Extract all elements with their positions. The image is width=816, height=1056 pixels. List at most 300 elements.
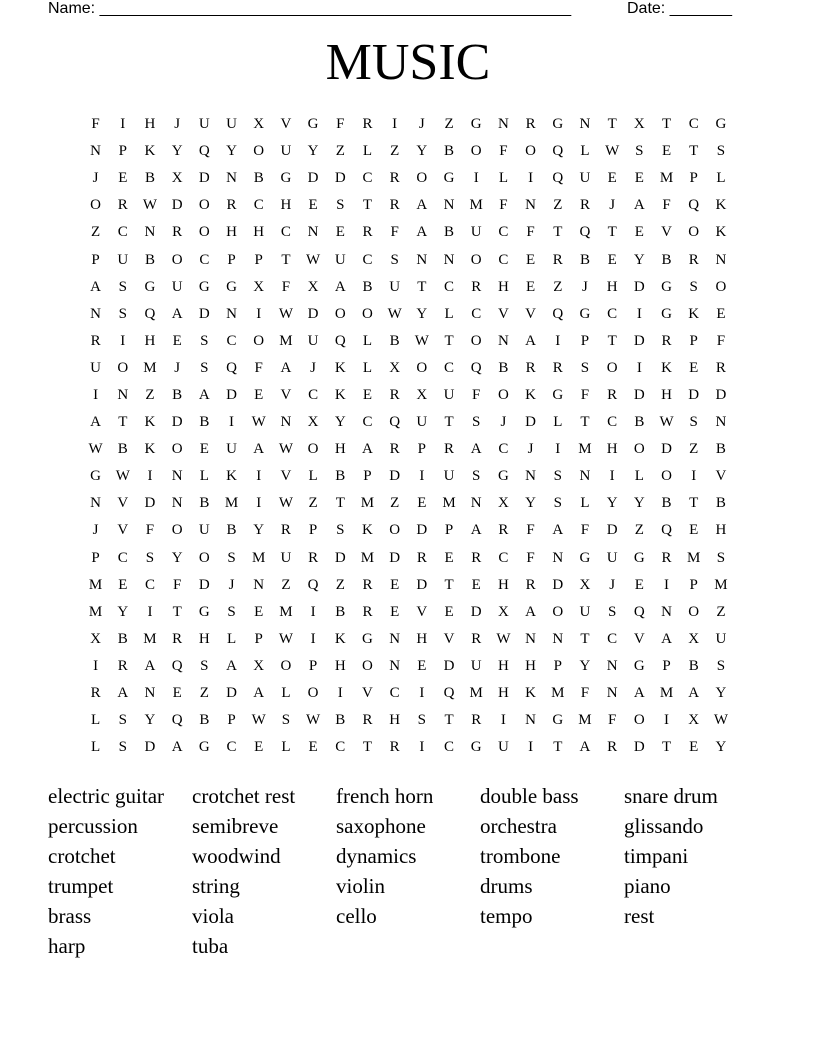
- grid-letter: D: [470, 603, 482, 620]
- grid-letter: O: [307, 685, 319, 702]
- grid-letter: X: [389, 359, 401, 376]
- grid-letter: A: [253, 685, 265, 702]
- grid-letter: I: [337, 685, 343, 702]
- grid-letter: U: [470, 657, 482, 674]
- grid-letter: R: [362, 576, 373, 593]
- grid-letter: K: [226, 468, 237, 485]
- grid-letter: G: [307, 116, 319, 133]
- grid-letter: D: [552, 576, 564, 593]
- grid-letter: Q: [171, 657, 183, 674]
- grid-letter: A: [525, 603, 537, 620]
- grid-letter: M: [224, 495, 239, 512]
- grid-letter: A: [226, 657, 237, 674]
- grid-letter: V: [117, 522, 129, 539]
- grid-letter: C: [280, 224, 291, 241]
- grid-letter: Y: [525, 495, 537, 512]
- grid-letter: K: [525, 685, 537, 702]
- grid-letter: M: [279, 603, 293, 620]
- grid-letter: D: [633, 739, 645, 756]
- grid-letter: S: [689, 414, 698, 431]
- grid-letter: W: [306, 251, 321, 268]
- grid-letter: U: [307, 332, 319, 349]
- grid-letter: Y: [171, 549, 183, 566]
- grid-letter: Y: [144, 712, 156, 729]
- grid-letter: O: [334, 305, 346, 322]
- grid-letter: O: [633, 441, 645, 458]
- grid-letter: Q: [144, 305, 156, 322]
- grid-letter: O: [90, 197, 102, 214]
- grid-letter: G: [633, 549, 645, 566]
- grid-letter: K: [688, 305, 700, 322]
- grid-letter: N: [307, 224, 319, 241]
- grid-letter: C: [117, 549, 128, 566]
- grid-letter: G: [497, 468, 509, 485]
- grid-letter: L: [362, 143, 373, 160]
- word-search-grid: [82, 111, 742, 761]
- grid-letter: Z: [335, 143, 345, 160]
- grid-letter: K: [525, 386, 537, 403]
- grid-letter: D: [661, 441, 672, 458]
- grid-letter: D: [389, 549, 401, 566]
- grid-letter: E: [444, 549, 454, 566]
- grid-letter: E: [634, 576, 644, 593]
- grid-letter: H: [144, 332, 156, 349]
- grid-letter: I: [419, 739, 425, 756]
- word-bank-item: rest: [624, 904, 655, 928]
- word-bank-item: drums: [480, 874, 533, 898]
- grid-letter: A: [171, 305, 183, 322]
- grid-letter: O: [198, 197, 210, 214]
- grid-letter: L: [716, 170, 726, 187]
- word-bank-item: brass: [48, 904, 92, 928]
- grid-letter: I: [473, 170, 479, 187]
- grid-letter: K: [715, 197, 727, 214]
- grid-letter: M: [578, 712, 592, 729]
- grid-letter: M: [714, 576, 728, 593]
- grid-letter: M: [88, 603, 103, 620]
- grid-letter: L: [91, 712, 101, 729]
- grid-row: [82, 328, 742, 355]
- word-bank-item: semibreve: [192, 814, 279, 838]
- grid-letter: V: [416, 603, 428, 620]
- word-bank-item: trombone: [480, 844, 561, 868]
- grid-letter: N: [171, 495, 183, 512]
- grid-letter: R: [117, 197, 128, 214]
- grid-letter: G: [715, 116, 727, 133]
- grid-letter: C: [444, 739, 455, 756]
- grid-letter: S: [118, 305, 127, 322]
- grid-letter: O: [715, 278, 727, 295]
- grid-letter: Z: [199, 685, 209, 702]
- grid-letter: R: [525, 576, 536, 593]
- grid-letter: O: [362, 305, 373, 322]
- grid-letter: O: [198, 549, 210, 566]
- grid-letter: R: [607, 739, 618, 756]
- grid-letter: R: [389, 441, 400, 458]
- grid-letter: H: [525, 657, 537, 674]
- grid-letter: I: [419, 685, 425, 702]
- word-bank-item: crotchet rest: [192, 784, 296, 808]
- grid-letter: A: [633, 685, 645, 702]
- grid-letter: C: [498, 441, 509, 458]
- grid-letter: Q: [552, 170, 564, 187]
- grid-letter: W: [278, 495, 293, 512]
- grid-letter: Q: [171, 712, 183, 729]
- grid-letter: D: [633, 278, 645, 295]
- grid-letter: A: [416, 224, 428, 241]
- word-bank-item: timpani: [624, 844, 689, 868]
- grid-letter: X: [307, 278, 319, 295]
- grid-letter: U: [416, 414, 428, 431]
- grid-letter: A: [280, 359, 292, 376]
- grid-letter: T: [444, 712, 454, 729]
- grid-letter: W: [142, 197, 158, 214]
- grid-letter: N: [226, 170, 237, 187]
- word-bank-item: double bass: [480, 784, 579, 808]
- grid-letter: V: [715, 468, 727, 485]
- grid-letter: H: [497, 657, 509, 674]
- grid-letter: G: [90, 468, 102, 485]
- grid-letter: U: [579, 170, 591, 187]
- grid-letter: T: [689, 495, 699, 512]
- grid-letter: N: [171, 468, 183, 485]
- grid-letter: N: [715, 251, 727, 268]
- grid-letter: D: [198, 305, 210, 322]
- grid-letter: T: [607, 332, 617, 349]
- grid-letter: Y: [715, 739, 727, 756]
- grid-letter: R: [226, 197, 237, 214]
- grid-letter: N: [443, 251, 455, 268]
- grid-letter: Y: [253, 522, 265, 539]
- grid-letter: M: [442, 495, 456, 512]
- grid-letter: U: [470, 224, 482, 241]
- grid-letter: B: [226, 522, 237, 539]
- grid-letter: O: [253, 143, 265, 160]
- grid-letter: W: [278, 305, 293, 322]
- grid-letter: X: [497, 495, 509, 512]
- grid-letter: I: [229, 414, 235, 431]
- grid-letter: O: [117, 359, 129, 376]
- grid-letter: U: [226, 116, 237, 133]
- grid-row: [82, 111, 742, 138]
- grid-letter: X: [253, 116, 265, 133]
- grid-letter: P: [227, 712, 236, 729]
- grid-letter: S: [390, 251, 399, 268]
- grid-letter: E: [689, 739, 699, 756]
- grid-letter: B: [661, 251, 672, 268]
- grid-letter: N: [497, 332, 509, 349]
- grid-letter: A: [334, 278, 346, 295]
- grid-row: [82, 490, 742, 517]
- grid-letter: J: [609, 197, 616, 214]
- grid-letter: P: [363, 468, 372, 485]
- grid-letter: F: [91, 116, 100, 133]
- grid-letter: D: [171, 414, 183, 431]
- grid-letter: I: [636, 359, 642, 376]
- grid-letter: T: [118, 414, 128, 431]
- grid-letter: S: [417, 712, 427, 729]
- grid-letter: W: [115, 468, 130, 485]
- grid-letter: D: [525, 414, 537, 431]
- grid-letter: Q: [552, 143, 564, 160]
- grid-letter: I: [147, 603, 153, 620]
- grid-letter: A: [90, 278, 102, 295]
- grid-letter: B: [715, 495, 726, 512]
- grid-letter: D: [198, 576, 210, 593]
- grid-letter: C: [607, 414, 618, 431]
- grid-letter: P: [689, 576, 698, 593]
- grid-letter: F: [390, 224, 399, 241]
- word-bank-item: woodwind: [192, 844, 281, 868]
- grid-letter: E: [689, 522, 699, 539]
- grid-letter: O: [362, 657, 373, 674]
- grid-letter: N: [661, 603, 672, 620]
- grid-letter: N: [389, 657, 401, 674]
- grid-letter: U: [606, 549, 618, 566]
- grid-letter: R: [661, 549, 672, 566]
- grid-letter: O: [633, 712, 645, 729]
- word-bank-item: cello: [336, 904, 377, 928]
- grid-letter: E: [716, 305, 726, 322]
- grid-letter: Y: [307, 143, 319, 160]
- grid-letter: F: [499, 143, 508, 160]
- grid-letter: R: [362, 712, 373, 729]
- word-bank-item: glissando: [624, 814, 704, 838]
- grid-letter: Q: [443, 685, 455, 702]
- grid-letter: N: [253, 576, 265, 593]
- grid-letter: S: [227, 603, 236, 620]
- grid-letter: V: [633, 630, 645, 647]
- page-title: MUSIC: [325, 34, 491, 91]
- grid-letter: R: [117, 657, 128, 674]
- word-bank-item: electric guitar: [48, 784, 165, 808]
- grid-letter: A: [470, 441, 482, 458]
- grid-letter: M: [578, 441, 592, 458]
- grid-letter: N: [90, 143, 102, 160]
- grid-letter: D: [171, 197, 183, 214]
- grid-letter: S: [227, 549, 236, 566]
- grid-letter: R: [688, 251, 699, 268]
- grid-letter: E: [254, 386, 264, 403]
- grid-letter: C: [226, 332, 237, 349]
- grid-letter: N: [552, 549, 564, 566]
- grid-letter: U: [443, 468, 455, 485]
- grid-letter: X: [416, 386, 428, 403]
- grid-letter: H: [226, 224, 237, 241]
- grid-letter: M: [252, 549, 266, 566]
- grid-letter: R: [172, 224, 183, 241]
- grid-letter: S: [472, 468, 481, 485]
- grid-letter: S: [716, 657, 726, 674]
- grid-letter: E: [308, 197, 318, 214]
- grid-letter: I: [528, 170, 534, 187]
- grid-letter: Y: [226, 143, 237, 160]
- grid-letter: Y: [633, 495, 645, 512]
- grid-letter: V: [443, 630, 455, 647]
- grid-letter: Z: [553, 278, 563, 295]
- grid-letter: P: [689, 170, 698, 187]
- grid-letter: M: [360, 495, 375, 512]
- grid-letter: L: [498, 170, 508, 187]
- grid-letter: W: [414, 332, 429, 349]
- grid-letter: B: [444, 143, 455, 160]
- grid-letter: U: [389, 278, 401, 295]
- grid-letter: R: [715, 359, 726, 376]
- grid-row: [82, 138, 742, 165]
- grid-letter: H: [334, 441, 346, 458]
- grid-letter: O: [389, 522, 401, 539]
- grid-row: [82, 517, 742, 544]
- grid-letter: S: [580, 359, 590, 376]
- grid-letter: F: [472, 386, 481, 403]
- grid-letter: Y: [715, 685, 727, 702]
- grid-letter: R: [525, 359, 536, 376]
- grid-letter: N: [606, 657, 618, 674]
- word-bank-item: trumpet: [48, 874, 114, 898]
- grid-letter: A: [688, 685, 700, 702]
- grid-letter: L: [362, 332, 373, 349]
- grid-letter: C: [607, 305, 618, 322]
- grid-letter: N: [715, 414, 727, 431]
- grid-letter: N: [280, 414, 292, 431]
- grid-letter: H: [661, 386, 672, 403]
- grid-letter: O: [198, 224, 210, 241]
- grid-letter: X: [90, 630, 102, 647]
- grid-letter: T: [689, 143, 699, 160]
- grid-letter: E: [661, 143, 672, 160]
- grid-letter: N: [144, 685, 156, 702]
- grid-letter: Y: [633, 251, 645, 268]
- grid-letter: D: [226, 386, 237, 403]
- grid-letter: P: [91, 549, 100, 566]
- grid-letter: U: [117, 251, 129, 268]
- grid-letter: H: [416, 630, 428, 647]
- grid-letter: P: [227, 251, 236, 268]
- grid-letter: B: [144, 251, 155, 268]
- grid-letter: X: [253, 657, 265, 674]
- grid-letter: N: [606, 685, 618, 702]
- grid-letter: E: [634, 170, 644, 187]
- grid-row: [82, 382, 742, 409]
- grid-letter: R: [498, 522, 509, 539]
- grid-row: [82, 192, 742, 219]
- grid-letter: Q: [579, 224, 591, 241]
- grid-letter: K: [334, 386, 346, 403]
- grid-letter: U: [280, 143, 292, 160]
- grid-letter: F: [580, 386, 590, 403]
- grid-letter: Q: [633, 603, 645, 620]
- grid-letter: F: [607, 712, 617, 729]
- grid-letter: I: [500, 712, 506, 729]
- grid-letter: W: [88, 441, 103, 458]
- grid-letter: R: [172, 630, 183, 647]
- grid-row: [82, 219, 742, 246]
- grid-letter: R: [471, 278, 482, 295]
- grid-letter: N: [552, 630, 564, 647]
- grid-letter: S: [118, 712, 127, 729]
- word-bank-item: tempo: [480, 904, 533, 928]
- grid-letter: O: [171, 441, 183, 458]
- grid-letter: U: [443, 386, 455, 403]
- grid-letter: Q: [688, 197, 700, 214]
- grid-letter: O: [470, 143, 482, 160]
- grid-letter: I: [256, 305, 262, 322]
- grid-letter: O: [416, 170, 428, 187]
- grid-letter: M: [551, 685, 565, 702]
- grid-letter: E: [689, 359, 699, 376]
- grid-letter: B: [172, 386, 183, 403]
- grid-letter: V: [497, 305, 509, 322]
- grid-letter: F: [336, 116, 345, 133]
- grid-letter: B: [335, 712, 346, 729]
- grid-letter: T: [607, 116, 617, 133]
- grid-letter: K: [661, 359, 672, 376]
- grid-letter: M: [279, 332, 293, 349]
- grid-letter: P: [417, 441, 427, 458]
- word-bank-item: orchestra: [480, 814, 557, 838]
- grid-letter: B: [335, 468, 346, 485]
- grid-letter: D: [633, 386, 645, 403]
- grid-letter: G: [226, 278, 237, 295]
- grid-letter: T: [661, 116, 672, 133]
- grid-letter: L: [634, 468, 644, 485]
- grid-letter: Y: [171, 143, 183, 160]
- grid-letter: G: [198, 603, 210, 620]
- grid-letter: P: [662, 657, 671, 674]
- grid-letter: T: [444, 414, 454, 431]
- grid-letter: W: [251, 712, 266, 729]
- grid-letter: G: [661, 278, 672, 295]
- grid-letter: C: [362, 170, 373, 187]
- word-bank-item: percussion: [48, 814, 138, 838]
- grid-row: [82, 165, 742, 192]
- grid-letter: I: [147, 468, 153, 485]
- grid-letter: Q: [389, 414, 401, 431]
- grid-letter: C: [226, 739, 237, 756]
- grid-letter: Z: [145, 386, 155, 403]
- word-bank: [48, 781, 768, 961]
- word-bank-item: harp: [48, 934, 86, 958]
- word-bank-item: piano: [624, 874, 671, 898]
- grid-letter: S: [689, 278, 698, 295]
- grid-letter: C: [253, 197, 264, 214]
- word-bank-item: viola: [192, 904, 234, 928]
- grid-letter: L: [226, 630, 237, 647]
- grid-letter: G: [552, 712, 564, 729]
- grid-row: [82, 246, 742, 273]
- grid-letter: H: [389, 712, 401, 729]
- grid-letter: D: [633, 332, 645, 349]
- grid-letter: Y: [117, 603, 129, 620]
- grid-letter: G: [144, 278, 156, 295]
- grid-letter: N: [579, 116, 591, 133]
- grid-letter: N: [144, 224, 156, 241]
- grid-letter: I: [555, 332, 561, 349]
- grid-letter: B: [335, 603, 346, 620]
- grid-letter: O: [416, 359, 428, 376]
- grid-letter: S: [607, 603, 617, 620]
- grid-row: [82, 355, 742, 382]
- grid-letter: M: [143, 630, 157, 647]
- word-bank-item: violin: [336, 874, 386, 898]
- grid-letter: W: [713, 712, 728, 729]
- grid-letter: R: [661, 332, 672, 349]
- grid-letter: E: [390, 576, 400, 593]
- grid-letter: Z: [335, 576, 345, 593]
- grid-letter: F: [526, 224, 535, 241]
- grid-letter: X: [497, 603, 509, 620]
- grid-letter: E: [526, 251, 536, 268]
